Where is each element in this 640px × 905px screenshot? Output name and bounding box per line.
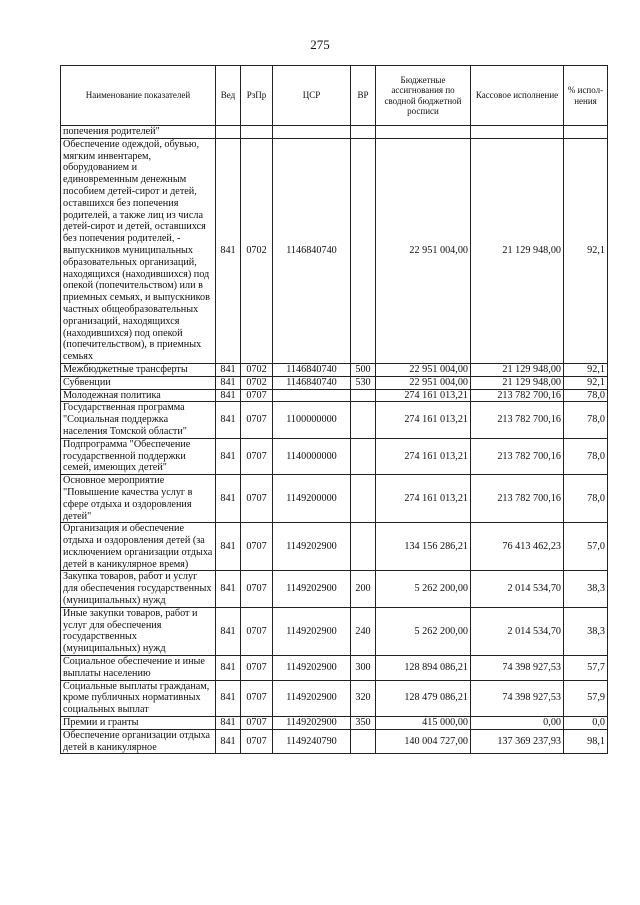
table-row: [61, 389, 608, 402]
cell-vr: [351, 138, 376, 363]
header-ved: Вед: [216, 66, 241, 126]
cell-csr: 1149202900: [273, 571, 351, 607]
cell-vr: [351, 729, 376, 754]
cell-name: попечения родителей": [61, 126, 216, 139]
cell-rzpr: [241, 126, 273, 139]
cell-cash: 137 369 237,93: [471, 729, 564, 754]
cell-name: Иные закупки товаров, работ и услуг для обеспечения государственных (муниципальных) нужд: [61, 607, 216, 655]
cell-percent: 38,3: [564, 607, 608, 655]
header-rzpr: РзПр: [241, 66, 273, 126]
cell-name: Организация и обеспечение отдыха и оздоровления детей (за исключением организации отдыха детей в каникулярное время): [61, 523, 216, 571]
cell-vr: [351, 475, 376, 523]
cell-name: Социальные выплаты гражданам, кроме публичных нормативных социальных выплат: [61, 680, 216, 716]
cell-ved: 841: [216, 717, 241, 730]
table-header-row: [61, 66, 608, 126]
cell-ved: 841: [216, 607, 241, 655]
cell-csr: 1140000000: [273, 438, 351, 474]
cell-rzpr: 0702: [241, 138, 273, 363]
cell-vr: [351, 438, 376, 474]
header-cash: Кассовое исполнение: [471, 66, 564, 126]
cell-csr: 1149202900: [273, 523, 351, 571]
header-vr: ВР: [351, 66, 376, 126]
cell-rzpr: 0707: [241, 389, 273, 402]
cell-csr: [273, 389, 351, 402]
cell-ved: 841: [216, 475, 241, 523]
cell-rzpr: 0707: [241, 729, 273, 754]
table-row: [61, 717, 608, 730]
cell-name: Основное мероприятие "Повышение качества услуг в сфере отдыха и оздоровления детей": [61, 475, 216, 523]
cell-vr: 350: [351, 717, 376, 730]
table-row: [61, 523, 608, 571]
table-row: [61, 363, 608, 376]
cell-budget: 134 156 286,21: [376, 523, 471, 571]
cell-name: Подпрограмма "Обеспечение государственной поддержки семей, имеющих детей": [61, 438, 216, 474]
cell-cash: 76 413 462,23: [471, 523, 564, 571]
header-name: Наименование показателей: [61, 66, 216, 126]
cell-name: Межбюджетные трансферты: [61, 363, 216, 376]
cell-cash: 213 782 700,16: [471, 389, 564, 402]
cell-rzpr: 0707: [241, 402, 273, 438]
page-number: 275: [310, 37, 330, 52]
cell-rzpr: 0707: [241, 571, 273, 607]
cell-percent: [564, 126, 608, 139]
cell-ved: [216, 126, 241, 139]
cell-percent: 78,0: [564, 402, 608, 438]
table-row: [61, 402, 608, 438]
table-row: [61, 729, 608, 754]
cell-csr: 1146840740: [273, 376, 351, 389]
cell-name: Государственная программа "Социальная поддержка населения Томской области": [61, 402, 216, 438]
cell-vr: 240: [351, 607, 376, 655]
cell-rzpr: 0707: [241, 607, 273, 655]
cell-csr: 1149202900: [273, 680, 351, 716]
cell-rzpr: 0707: [241, 523, 273, 571]
cell-ved: 841: [216, 438, 241, 474]
header-csr: ЦСР: [273, 66, 351, 126]
cell-cash: [471, 126, 564, 139]
cell-budget: 415 000,00: [376, 717, 471, 730]
table-row: [61, 656, 608, 681]
cell-ved: 841: [216, 656, 241, 681]
cell-csr: 1149202900: [273, 717, 351, 730]
cell-name: Обеспечение организации отдыха детей в каникулярное: [61, 729, 216, 754]
cell-ved: 841: [216, 571, 241, 607]
cell-csr: 1149202900: [273, 607, 351, 655]
cell-budget: 5 262 200,00: [376, 571, 471, 607]
cell-ved: 841: [216, 376, 241, 389]
table-row: [61, 475, 608, 523]
cell-budget: 274 161 013,21: [376, 475, 471, 523]
cell-ved: 841: [216, 402, 241, 438]
cell-percent: 78,0: [564, 438, 608, 474]
cell-budget: [376, 126, 471, 139]
cell-vr: 200: [351, 571, 376, 607]
cell-rzpr: 0702: [241, 376, 273, 389]
cell-ved: 841: [216, 389, 241, 402]
cell-rzpr: 0707: [241, 717, 273, 730]
cell-csr: 1100000000: [273, 402, 351, 438]
cell-name: Премии и гранты: [61, 717, 216, 730]
cell-cash: 2 014 534,70: [471, 607, 564, 655]
cell-budget: 128 894 086,21: [376, 656, 471, 681]
cell-cash: 74 398 927,53: [471, 656, 564, 681]
cell-name: Обеспечение одеждой, обувью, мягким инвентарем, оборудованием и единовременным денежным пособием детей-сирот и детей, оставшихся без попечения родителей, а также лиц из числа детей-сирот и детей, оставшихся без попечения родителей, - выпускников муниципальных образовательных организаций, находящихся (находившихся) под опекой (попечительством) или в приемных семьях, и выпускников частных общеобразовательных организаций, находящихся (находившихся) под опекой (попечительством), в приемных семьях: [61, 138, 216, 363]
cell-cash: 21 129 948,00: [471, 363, 564, 376]
cell-vr: 500: [351, 363, 376, 376]
cell-percent: 92,1: [564, 376, 608, 389]
cell-csr: 1146840740: [273, 363, 351, 376]
cell-cash: 213 782 700,16: [471, 402, 564, 438]
cell-rzpr: 0707: [241, 475, 273, 523]
cell-rzpr: 0702: [241, 363, 273, 376]
cell-ved: 841: [216, 680, 241, 716]
table-row: [61, 126, 608, 139]
budget-execution-table: [60, 65, 608, 754]
cell-vr: [351, 523, 376, 571]
table-row: [61, 607, 608, 655]
cell-percent: 0,0: [564, 717, 608, 730]
table-row: [61, 376, 608, 389]
cell-vr: 300: [351, 656, 376, 681]
cell-percent: 92,1: [564, 363, 608, 376]
cell-name: Закупка товаров, работ и услуг для обеспечения государственных (муниципальных) нужд: [61, 571, 216, 607]
cell-vr: 320: [351, 680, 376, 716]
cell-ved: 841: [216, 138, 241, 363]
cell-budget: 22 951 004,00: [376, 363, 471, 376]
cell-budget: 22 951 004,00: [376, 376, 471, 389]
cell-csr: 1149200000: [273, 475, 351, 523]
cell-name: Социальное обеспечение и иные выплаты населению: [61, 656, 216, 681]
cell-ved: 841: [216, 523, 241, 571]
cell-percent: 57,7: [564, 656, 608, 681]
cell-csr: 1146840740: [273, 138, 351, 363]
cell-csr: [273, 126, 351, 139]
cell-rzpr: 0707: [241, 680, 273, 716]
cell-cash: 21 129 948,00: [471, 376, 564, 389]
cell-rzpr: 0707: [241, 656, 273, 681]
cell-vr: [351, 126, 376, 139]
cell-percent: 78,0: [564, 389, 608, 402]
cell-csr: 1149240790: [273, 729, 351, 754]
cell-percent: 38,3: [564, 571, 608, 607]
cell-name: Молодежная политика: [61, 389, 216, 402]
cell-budget: 274 161 013,21: [376, 438, 471, 474]
cell-cash: 74 398 927,53: [471, 680, 564, 716]
cell-budget: 5 262 200,00: [376, 607, 471, 655]
table-row: [61, 571, 608, 607]
cell-percent: 57,0: [564, 523, 608, 571]
cell-cash: 21 129 948,00: [471, 138, 564, 363]
cell-budget: 22 951 004,00: [376, 138, 471, 363]
cell-ved: 841: [216, 363, 241, 376]
cell-rzpr: 0707: [241, 438, 273, 474]
table-row: [61, 438, 608, 474]
cell-vr: [351, 389, 376, 402]
cell-budget: 274 161 013,21: [376, 402, 471, 438]
cell-percent: 78,0: [564, 475, 608, 523]
cell-vr: 530: [351, 376, 376, 389]
table-row: [61, 138, 608, 363]
cell-ved: 841: [216, 729, 241, 754]
cell-budget: 128 479 086,21: [376, 680, 471, 716]
cell-percent: 57,9: [564, 680, 608, 716]
cell-cash: 213 782 700,16: [471, 475, 564, 523]
cell-percent: 98,1: [564, 729, 608, 754]
cell-budget: 274 161 013,21: [376, 389, 471, 402]
header-percent: % испол-нения: [564, 66, 608, 126]
cell-cash: 2 014 534,70: [471, 571, 564, 607]
cell-csr: 1149202900: [273, 656, 351, 681]
cell-cash: 0,00: [471, 717, 564, 730]
header-budget: Бюджетные ассигнования по сводной бюджетной росписи: [376, 66, 471, 126]
cell-vr: [351, 402, 376, 438]
table-row: [61, 680, 608, 716]
cell-percent: 92,1: [564, 138, 608, 363]
cell-cash: 213 782 700,16: [471, 438, 564, 474]
cell-name: Субвенции: [61, 376, 216, 389]
cell-budget: 140 004 727,00: [376, 729, 471, 754]
